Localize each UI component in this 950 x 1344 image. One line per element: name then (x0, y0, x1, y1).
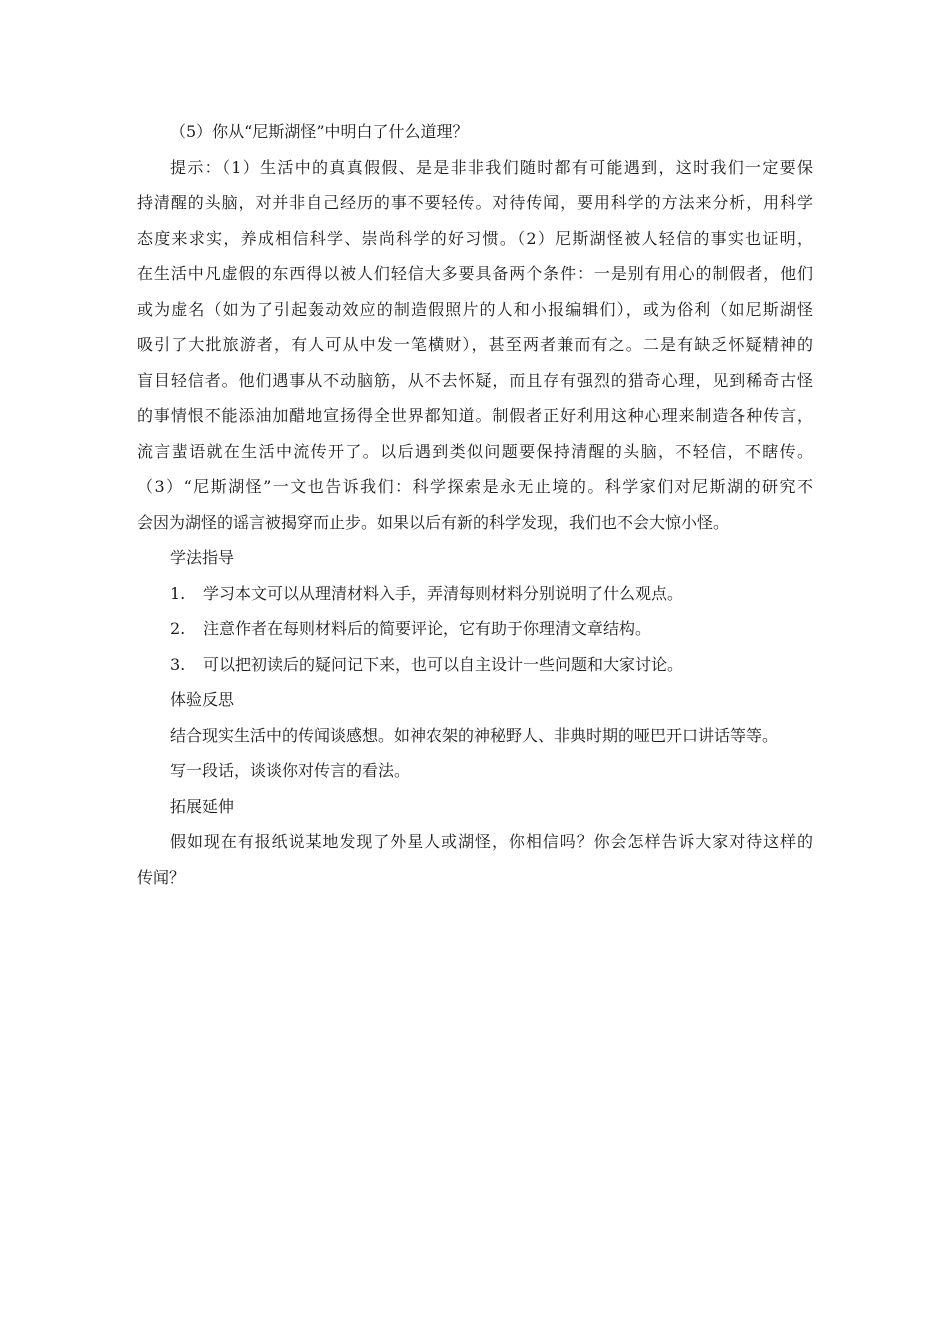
item-text: 学习本文可以从理清材料入手，弄清每则材料分别说明了什么观点。 (203, 583, 684, 603)
hint-line: 盲目轻信者。他们遇事从不动脑筋，从不去怀疑，而且存有强烈的猎奇心理，见到稀奇古怪 (137, 370, 813, 390)
item-number: 3. (170, 654, 186, 674)
document-page (137, 114, 813, 895)
item-text: 可以把初读后的疑问记下来，也可以自主设计一些问题和大家讨论。 (203, 654, 684, 674)
hint-paragraph (137, 150, 813, 541)
extension-line: 传闻？ (137, 867, 186, 887)
reflection-line: 写一段话，谈谈你对传言的看法。 (170, 761, 411, 780)
study-guide-item (137, 611, 813, 647)
hint-line: 或为虚名（如为了引起轰动效应的制造假照片的人和小报编辑们），或为俗利（如尼斯湖怪 (137, 299, 813, 319)
extension-heading: 拓展延伸 (170, 796, 235, 816)
item-number: 1. (170, 583, 186, 603)
item-text: 注意作者在每则材料后的简要评论，它有助于你理清文章结构。 (203, 619, 652, 638)
hint-line: 吸引了大批旅游者，有人可从中发一笔横财），甚至两者兼而有之。二是有缺乏怀疑精神的 (137, 335, 813, 354)
hint-line: 会因为湖怪的谣言被揭穿而止步。如果以后有新的科学发现，我们也不会大惊小怪。 (137, 512, 730, 532)
hint-line: （3）“尼斯湖怪”一文也告诉我们：科学探索是永无止境的。科学家们对尼斯湖的研究不 (137, 477, 813, 496)
hint-line: 流言蜚语就在生活中流传开了。以后遇到类似问题要保持清醒的头脑，不轻信，不瞎传。 (137, 441, 813, 461)
extension-line: 假如现在有报纸说某地发现了外星人或湖怪，你相信吗？你会怎样告诉大家对待这样的 (170, 832, 813, 851)
question-line: （5）你从“尼斯湖怪”中明白了什么道理？ (170, 122, 469, 141)
item-number: 2. (170, 619, 186, 638)
hint-line: 持清醒的头脑，对并非自己经历的事不要轻传。对待传闻，要用科学的方法来分析，用科学 (137, 193, 813, 212)
hint-line: 态度来求实，养成相信科学、崇尚科学的好习惯。（2）尼斯湖怪被人轻信的事实也证明， (137, 228, 813, 248)
hint-line: 在生活中凡虚假的东西得以被人们轻信大多要具备两个条件：一是别有用心的制假者，他们 (137, 264, 813, 283)
hint-line: 的事情恨不能添油加醋地宣扬得全世界都知道。制假者正好利用这种心理来制造各种传言， (137, 406, 813, 425)
study-guide-heading: 学法指导 (170, 548, 235, 567)
reflection-line: 结合现实生活中的传闻谈感想。如神农架的神秘野人、非典时期的哑巴开口讲话等等。 (170, 725, 779, 745)
study-guide-item (137, 647, 813, 683)
study-guide-item (137, 576, 813, 612)
reflection-heading: 体验反思 (170, 690, 235, 709)
hint-line: 提示：（1）生活中的真真假假、是是非非我们随时都有可能遇到，这时我们一定要保 (170, 157, 813, 177)
